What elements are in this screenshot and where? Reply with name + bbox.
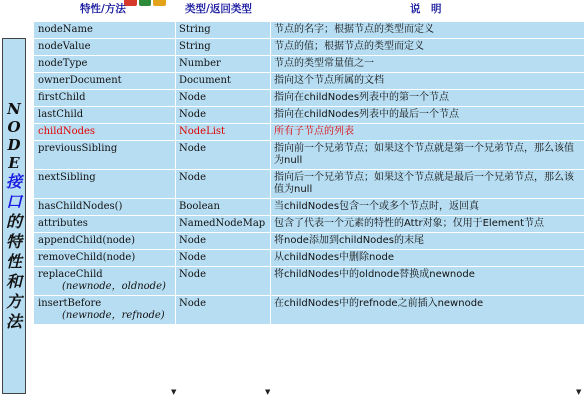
table-row xyxy=(34,39,585,56)
method-name: insertBefore xyxy=(38,298,102,309)
property-cell: nodeName xyxy=(34,22,176,39)
property-cell: attributes xyxy=(34,216,176,233)
sidebar-char: 方 xyxy=(5,292,22,311)
sidebar-char: 的 xyxy=(5,212,22,231)
description-cell: 指向这个节点所属的文档 xyxy=(271,73,585,90)
description-cell: 节点的值；根据节点的类型而定义 xyxy=(271,39,585,56)
header-property-method: 特性/方法 xyxy=(80,3,126,15)
description-cell: 节点的名字；根据节点的类型而定义 xyxy=(271,22,585,39)
property-cell: nodeValue xyxy=(34,39,176,56)
description-cell: 指向在childNodes列表中的最后一个节点 xyxy=(271,107,585,124)
table-row xyxy=(34,296,585,325)
table-header xyxy=(0,0,586,16)
type-cell: NamedNodeMap xyxy=(176,216,271,233)
row-marker-icon: ▼ xyxy=(576,388,582,396)
property-cell: previousSibling xyxy=(34,141,176,170)
table-row xyxy=(34,267,585,296)
description-cell: 所有子节点的列表 xyxy=(271,124,585,141)
table-row xyxy=(34,90,585,107)
type-cell: Node xyxy=(176,90,271,107)
sidebar-char: 口 xyxy=(5,192,22,211)
type-cell: Node xyxy=(176,250,271,267)
table-row xyxy=(34,216,585,233)
property-cell: appendChild(node) xyxy=(34,233,176,250)
description-cell: 将node添加到childNodes的末尾 xyxy=(271,233,585,250)
type-cell: String xyxy=(176,22,271,39)
sidebar-char: 性 xyxy=(5,252,22,271)
property-cell: childNodes xyxy=(34,124,176,141)
type-cell: String xyxy=(176,39,271,56)
type-cell: Node xyxy=(176,107,271,124)
type-cell: Document xyxy=(176,73,271,90)
sidebar-char: E xyxy=(8,154,20,172)
description-cell: 将childNodes中的oldnode替换成newnode xyxy=(271,267,585,296)
method-params: (newnode，refnode) xyxy=(62,310,165,321)
method-params: (newnode，oldnode) xyxy=(62,281,166,292)
sidebar-char: O xyxy=(7,118,21,136)
sidebar-char: N xyxy=(7,100,21,118)
type-cell: Number xyxy=(176,56,271,73)
table-row xyxy=(34,170,585,199)
table-row xyxy=(34,250,585,267)
sidebar-char: D xyxy=(7,136,21,154)
property-cell: nextSibling xyxy=(34,170,176,199)
table-row xyxy=(34,73,585,90)
description-cell: 在childNodes中的refnode之前插入newnode xyxy=(271,296,585,325)
sidebar-char: 法 xyxy=(5,312,22,331)
sidebar-char: 特 xyxy=(5,232,22,251)
description-cell: 包含了代表一个元素的特性的Attr对象；仅用于Element节点 xyxy=(271,216,585,233)
header-type: 类型/返回类型 xyxy=(185,3,252,15)
type-cell: Node xyxy=(176,170,271,199)
type-cell: Node xyxy=(176,267,271,296)
sidebar-char: 和 xyxy=(5,272,22,291)
property-cell: hasChildNodes() xyxy=(34,199,176,216)
table-row xyxy=(34,199,585,216)
type-cell: Boolean xyxy=(176,199,271,216)
property-cell: nodeType xyxy=(34,56,176,73)
header-description: 说 明 xyxy=(410,3,442,15)
type-cell: Node xyxy=(176,233,271,250)
node-interface-table xyxy=(33,21,585,325)
table-row xyxy=(34,22,585,39)
description-cell: 节点的类型常量值之一 xyxy=(271,56,585,73)
sidebar-title xyxy=(2,38,26,394)
table-row-highlighted xyxy=(34,124,585,141)
method-name: replaceChild xyxy=(38,269,103,280)
description-cell: 当childNodes包含一个或多个节点时，返回真 xyxy=(271,199,585,216)
description-cell: 从childNodes中删除node xyxy=(271,250,585,267)
row-marker-icon: ▼ xyxy=(265,388,271,396)
description-cell: 指向在childNodes列表中的第一个节点 xyxy=(271,90,585,107)
table-row xyxy=(34,233,585,250)
sidebar-char: 接 xyxy=(5,172,22,191)
description-cell: 指向前一个兄弟节点；如果这个节点就是第一个兄弟节点，那么该值为null xyxy=(271,141,585,170)
table-row xyxy=(34,141,585,170)
property-cell: lastChild xyxy=(34,107,176,124)
description-cell: 指向后一个兄弟节点；如果这个节点就是最后一个兄弟节点，那么该值为null xyxy=(271,170,585,199)
property-cell: ownerDocument xyxy=(34,73,176,90)
type-cell: Node xyxy=(176,296,271,325)
type-cell: NodeList xyxy=(176,124,271,141)
table-row xyxy=(34,107,585,124)
type-cell: Node xyxy=(176,141,271,170)
table-row xyxy=(34,56,585,73)
row-marker-icon: ▼ xyxy=(171,388,177,396)
property-cell xyxy=(34,296,176,325)
property-cell: firstChild xyxy=(34,90,176,107)
property-cell: removeChild(node) xyxy=(34,250,176,267)
property-cell xyxy=(34,267,176,296)
